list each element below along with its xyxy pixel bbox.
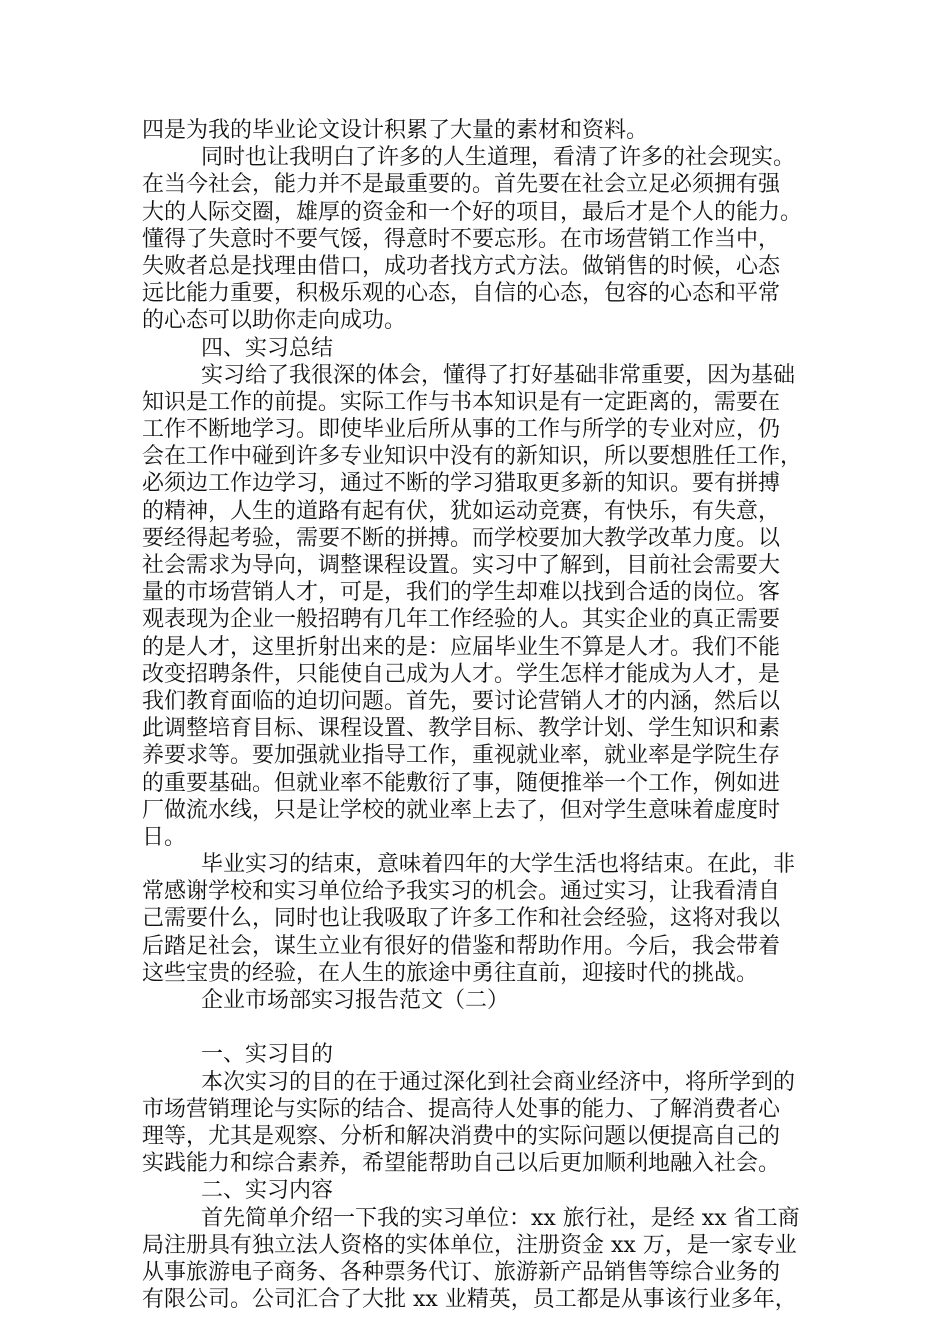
text-line: 从事旅游电子商务、各种票务代订、旅游新产品销售等综合业务的 bbox=[142, 1259, 781, 1285]
text-line: 这些宝贵的经验，在人生的旅途中勇往直前，迎接时代的挑战。 bbox=[142, 960, 759, 986]
paragraph-start-line: 本次实习的目的在于通过深化到社会商业经济中，将所学到的 bbox=[201, 1069, 796, 1095]
text-line: 此调整培育目标、课程设置、教学目标、教学计划、学生知识和素 bbox=[142, 716, 781, 742]
text-line: 工作不断地学习。即使毕业后所从事的工作与所学的专业对应，仍 bbox=[142, 417, 781, 443]
text-line: 养要求等。要加强就业指导工作，重视就业率，就业率是学院生存 bbox=[142, 743, 781, 769]
text-line: 后踏足社会，谋生立业有很好的借鉴和帮助作用。今后，我会带着 bbox=[142, 933, 781, 959]
text-line: 理等，尤其是观察、分析和解决消费中的实际问题以便提高自己的 bbox=[142, 1123, 781, 1149]
text-line: 观表现为企业一般招聘有几年工作经验的人。其实企业的真正需要 bbox=[142, 607, 781, 633]
section-heading: 二、实习内容 bbox=[201, 1178, 334, 1204]
text-line: 常感谢学校和实习单位给予我实习的机会。通过实习，让我看清自 bbox=[142, 879, 781, 905]
text-line: 的精神，人生的道路有起有伏，犹如运动竞赛，有快乐，有失意， bbox=[142, 498, 781, 524]
document-body bbox=[142, 117, 818, 1313]
text-line: 日。 bbox=[142, 824, 187, 850]
paragraph-start-line: 毕业实习的结束，意味着四年的大学生活也将结束。在此，非 bbox=[201, 852, 796, 878]
text-line: 在当今社会，能力并不是最重要的。首先要在社会立足必须拥有强 bbox=[142, 172, 781, 198]
blank-line bbox=[142, 1014, 818, 1041]
text-line: 市场营销理论与实际的结合、提高待人处事的能力、了解消费者心 bbox=[142, 1096, 781, 1122]
text-line: 的心态可以助你走向成功。 bbox=[142, 308, 407, 334]
text-line: 远比能力重要，积极乐观的心态，自信的心态，包容的心态和平常 bbox=[142, 281, 781, 307]
text-line: 懂得了失意时不要气馁，得意时不要忘形。在市场营销工作当中， bbox=[142, 226, 781, 252]
section-heading: 四、实习总结 bbox=[201, 335, 334, 361]
text-line: 厂做流水线，只是让学校的就业率上去了，但对学生意味着虚度时 bbox=[142, 797, 781, 823]
text-line: 我们教育面临的迫切问题。首先，要讨论营销人才的内涵，然后以 bbox=[142, 688, 781, 714]
text-line: 必须边工作边学习，通过不断的学习猎取更多新的知识。要有拼搏 bbox=[142, 471, 781, 497]
document-subtitle: 企业市场部实习报告范文（二） bbox=[201, 988, 510, 1013]
text-line: 会在工作中碰到许多专业知识中没有的新知识，所以要想胜任工作， bbox=[142, 444, 803, 470]
text-line: 的重要基础。但就业率不能敷衍了事，随便推举一个工作，例如进 bbox=[142, 770, 781, 796]
text-line: 量的市场营销人才，可是，我们的学生却难以找到合适的岗位。客 bbox=[142, 580, 781, 606]
paragraph-start-line: 同时也让我明白了许多的人生道理，看清了许多的社会现实。 bbox=[201, 145, 796, 171]
text-line: 的是人才，这里折射出来的是：应届毕业生不算是人才。我们不能 bbox=[142, 634, 781, 660]
text-line: 己需要什么，同时也让我吸取了许多工作和社会经验，这将对我以 bbox=[142, 906, 781, 932]
text-line: 有限公司。公司汇合了大批 xx 业精英，员工都是从事该行业多年， bbox=[142, 1287, 797, 1313]
text-line: 局注册具有独立法人资格的实体单位，注册资金 xx 万，是一家专业 bbox=[142, 1232, 797, 1258]
text-line: 实践能力和综合素养，希望能帮助自己以后更加顺利地融入社会。 bbox=[142, 1151, 781, 1177]
section-heading: 一、实习目的 bbox=[201, 1042, 334, 1068]
text-line: 大的人际交圈，雄厚的资金和一个好的项目，最后才是个人的能力。 bbox=[142, 199, 803, 225]
text-line: 知识是工作的前提。实际工作与书本知识是有一定距离的，需要在 bbox=[142, 389, 781, 415]
text-line: 失败者总是找理由借口，成功者找方式方法。做销售的时候，心态 bbox=[142, 253, 781, 279]
paragraph-start-line: 首先简单介绍一下我的实习单位：xx 旅行社，是经 xx 省工商 bbox=[201, 1205, 800, 1231]
text-line: 社会需求为导向，调整课程设置。实习中了解到，目前社会需要大 bbox=[142, 553, 781, 578]
text-line: 四是为我的毕业论文设计积累了大量的素材和资料。 bbox=[142, 118, 649, 143]
paragraph-start-line: 实习给了我很深的体会，懂得了打好基础非常重要，因为基础 bbox=[201, 362, 796, 388]
text-line: 要经得起考验，需要不断的拼搏。而学校要加大教学改革力度。以 bbox=[142, 525, 781, 551]
text-line: 改变招聘条件，只能使自己成为人才。学生怎样才能成为人才，是 bbox=[142, 661, 781, 687]
